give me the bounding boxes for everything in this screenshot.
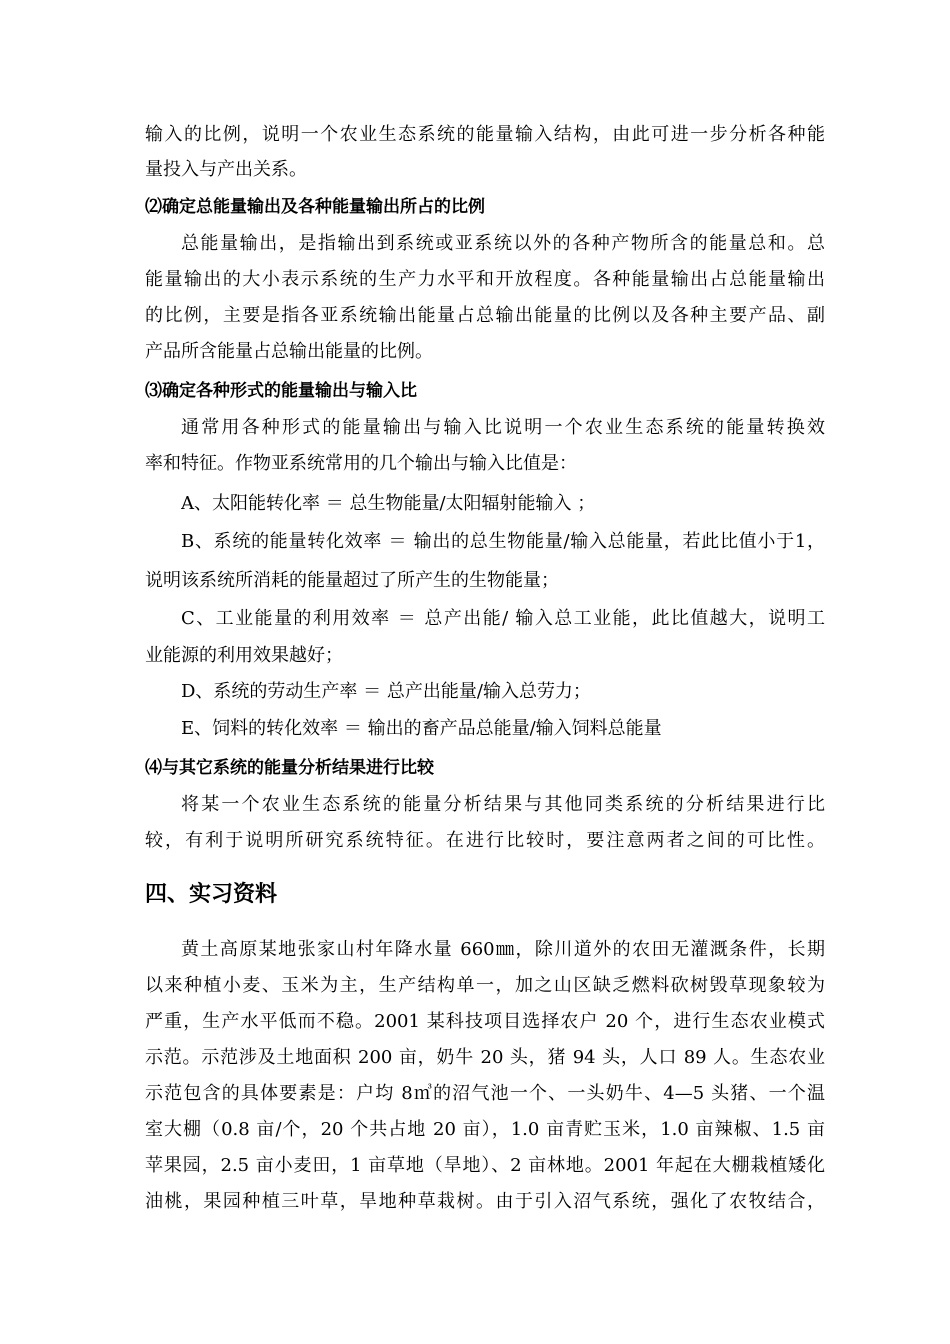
paragraph-line: 黄土高原某地张家山村年降水量 660㎜，除川道外的农田无灌溉条件，长期 (181, 939, 825, 960)
paragraph-line: 以来种植小麦、玉米为主，生产结构单一，加之山区缺乏燃料砍树毁草现象较为 (145, 975, 825, 996)
paragraph-line: 能量输出的大小表示系统的生产力水平和开放程度。各种能量输出占总能量输出 (145, 269, 825, 290)
paragraph-line: 总能量输出，是指输出到系统或亚系统以外的各种产物所含的能量总和。总 (181, 233, 825, 254)
paragraph-line: 较，有利于说明所研究系统特征。在进行比较时，要注意两者之间的可比性。 (145, 830, 825, 851)
paragraph-line: 油桃，果园种植三叶草，旱地种草栽树。由于引入沼气系统，强化了农牧结合， (145, 1191, 825, 1212)
formula-e: E、饲料的转化效率 ＝ 输出的畜产品总能量/输入饲料总能量 (181, 718, 662, 739)
paragraph-line: 业能源的利用效果越好； (145, 645, 343, 666)
paragraph-line: 室大棚（0.8 亩/个，20 个共占地 20 亩），1.0 亩青贮玉米，1.0 亩辣椒、1.5 亩 (145, 1119, 825, 1140)
paragraph-line: 的比例，主要是指各亚系统输出能量占总输出能量的比例以及各种主要产品、副 (145, 305, 825, 326)
paragraph-line: 说明该系统所消耗的能量超过了所产生的生物能量； (145, 570, 559, 591)
paragraph-line: 量投入与产出关系。 (145, 159, 307, 180)
formula-a: A、太阳能转化率 ＝ 总生物能量/太阳辐射能输入 ； (181, 493, 596, 514)
subheading-2: ⑵确定总能量输出及各种能量输出所占的比例 (145, 197, 485, 217)
section-title: 四、实习资料 (145, 882, 278, 907)
paragraph-line: 产品所含能量占总输出能量的比例。 (145, 341, 433, 362)
paragraph-line: 将某一个农业生态系统的能量分析结果与其他同类系统的分析结果进行比 (181, 794, 825, 815)
paragraph-line: 严重，生产水平低而不稳。2001 某科技项目选择农户 20 个，进行生态农业模式 (145, 1011, 825, 1032)
paragraph-line: 通常用各种形式的能量输出与输入比说明一个农业生态系统的能量转换效 (181, 417, 825, 438)
formula-c: C、工业能量的利用效率 ＝ 总产出能/ 输入总工业能，此比值越大，说明工 (181, 608, 825, 629)
paragraph-line: 率和特征。作物亚系统常用的几个输出与输入比值是： (145, 453, 577, 474)
subheading-4: ⑷与其它系统的能量分析结果进行比较 (145, 758, 434, 778)
formula-b: B、系统的能量转化效率 ＝ 输出的总生物能量/输入总能量，若此比值小于1， (181, 531, 825, 552)
paragraph-line: 苹果园，2.5 亩小麦田，1 亩草地（旱地）、2 亩林地。2001 年起在大棚栽植矮化 (145, 1155, 825, 1176)
paragraph-line: 示范。示范涉及土地面积 200 亩，奶牛 20 头，猪 94 头，人口 89 人。生态农业 (145, 1047, 825, 1068)
paragraph-line: 输入的比例，说明一个农业生态系统的能量输入结构，由此可进一步分析各种能 (145, 124, 825, 145)
subheading-3: ⑶确定各种形式的能量输出与输入比 (145, 381, 417, 401)
paragraph-line: 示范包含的具体要素是：户均 8㎥的沼气池一个、一头奶牛、4—5 头猪、一个温 (145, 1083, 825, 1104)
formula-d: D、系统的劳动生产率 ＝ 总产出能量/输入总劳力； (181, 681, 591, 702)
